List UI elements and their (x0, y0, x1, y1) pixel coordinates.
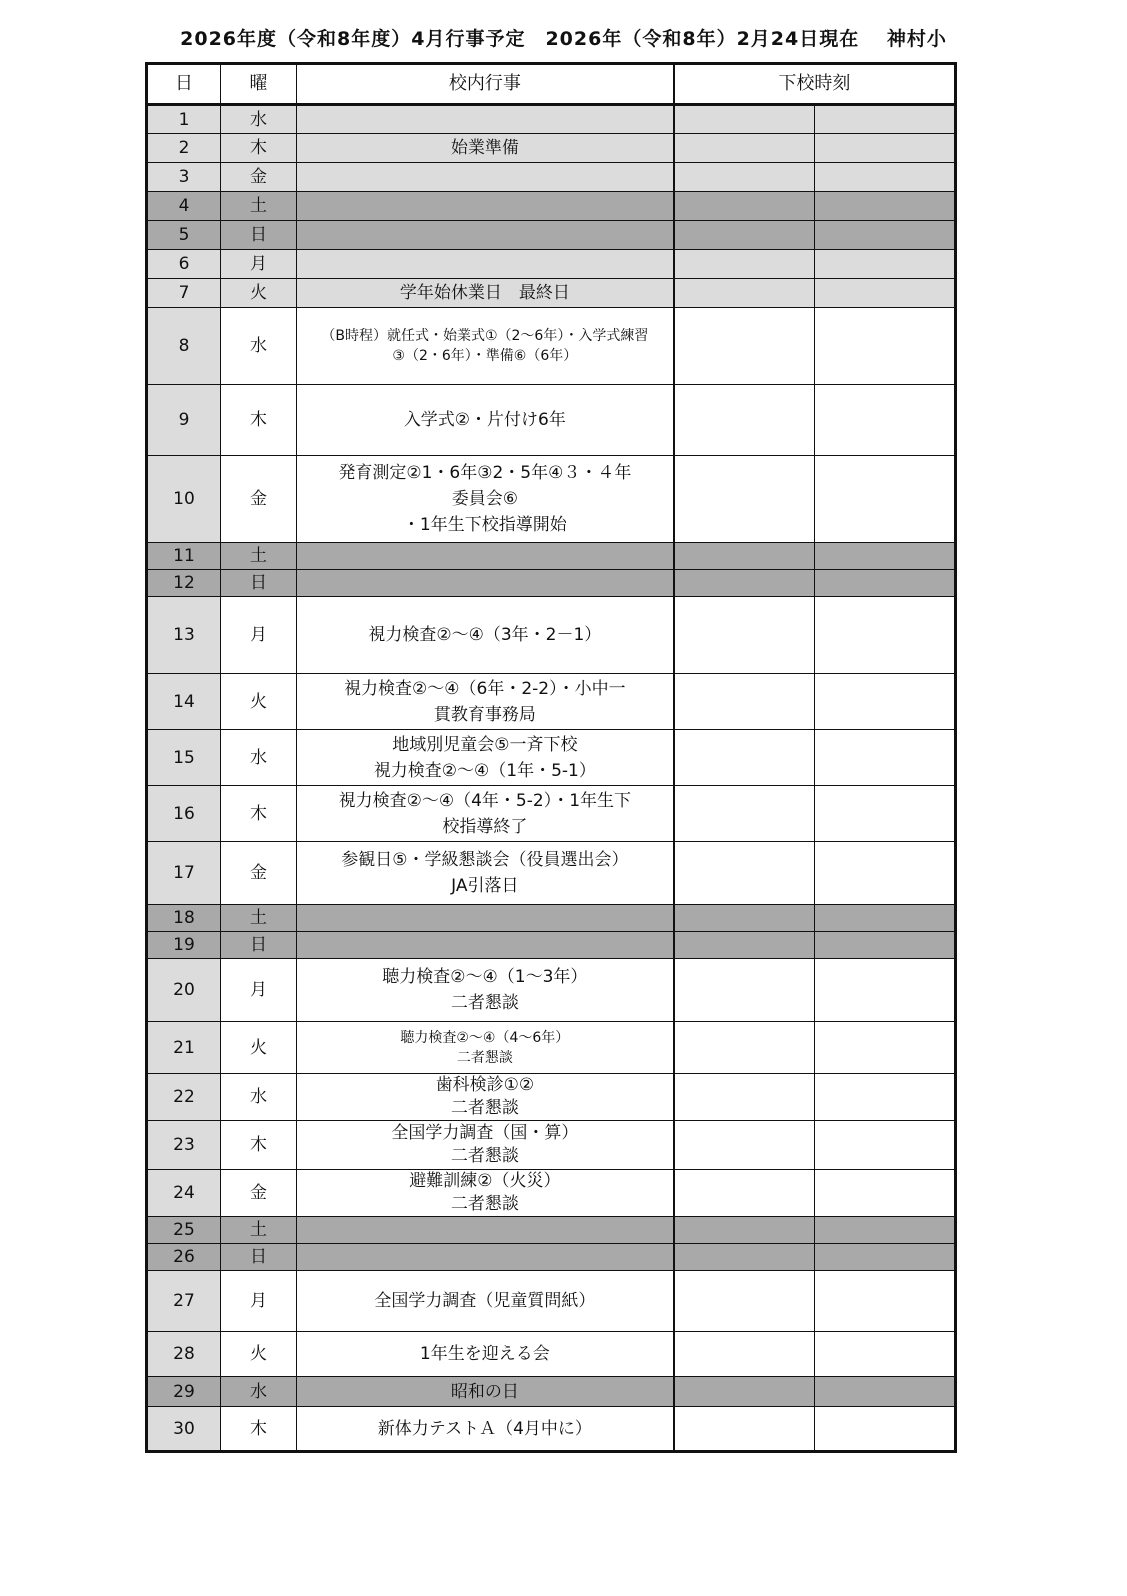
table-row (147, 163, 956, 192)
day-number-cell: 18 (147, 905, 221, 932)
weekday-cell: 火 (221, 1332, 297, 1377)
dismissal-time-cell-2 (815, 932, 956, 959)
dismissal-time-cell-2 (815, 570, 956, 597)
weekday-cell: 土 (221, 905, 297, 932)
table-row (147, 597, 956, 674)
weekday-cell: 木 (221, 1121, 297, 1170)
dismissal-time-cell-2 (815, 1074, 956, 1121)
dismissal-time-cell-1 (674, 1271, 815, 1332)
weekday-cell: 木 (221, 385, 297, 456)
weekday-cell: 木 (221, 786, 297, 842)
dismissal-time-cell-1 (674, 932, 815, 959)
weekday-cell: 土 (221, 192, 297, 221)
day-number-cell: 29 (147, 1377, 221, 1407)
weekday-cell: 月 (221, 250, 297, 279)
day-number-cell: 11 (147, 543, 221, 570)
event-cell (297, 163, 674, 192)
dismissal-time-cell-2 (815, 163, 956, 192)
table-header-row (147, 64, 956, 105)
day-number-cell: 5 (147, 221, 221, 250)
event-cell (297, 1244, 674, 1271)
table-row (147, 674, 956, 730)
dismissal-time-cell-1 (674, 279, 815, 308)
day-number-cell: 19 (147, 932, 221, 959)
day-number-cell: 12 (147, 570, 221, 597)
event-cell: 始業準備 (297, 134, 674, 163)
day-number-cell: 25 (147, 1217, 221, 1244)
dismissal-time-cell-2 (815, 105, 956, 134)
weekday-cell: 水 (221, 1074, 297, 1121)
table-row (147, 134, 956, 163)
day-number-cell: 16 (147, 786, 221, 842)
dismissal-time-cell-1 (674, 105, 815, 134)
event-cell: 視力検査②～④（6年・2-2）・小中一 貫教育事務局 (297, 674, 674, 730)
dismissal-time-cell-1 (674, 456, 815, 543)
dismissal-time-cell-1 (674, 905, 815, 932)
weekday-cell: 木 (221, 134, 297, 163)
dismissal-time-cell-2 (815, 905, 956, 932)
weekday-cell: 金 (221, 842, 297, 905)
dismissal-time-cell-2 (815, 1217, 956, 1244)
event-cell: 歯科検診①② 二者懇談 (297, 1074, 674, 1121)
dismissal-time-cell-1 (674, 959, 815, 1022)
dismissal-time-cell-2 (815, 250, 956, 279)
dismissal-time-cell-2 (815, 192, 956, 221)
col-header-day: 日 (147, 64, 221, 105)
day-number-cell: 27 (147, 1271, 221, 1332)
day-number-cell: 21 (147, 1022, 221, 1074)
day-number-cell: 15 (147, 730, 221, 786)
dismissal-time-cell-2 (815, 221, 956, 250)
day-number-cell: 23 (147, 1121, 221, 1170)
weekday-cell: 土 (221, 543, 297, 570)
table-row (147, 905, 956, 932)
april-schedule-table (145, 62, 957, 1453)
dismissal-time-cell-1 (674, 308, 815, 385)
weekday-cell: 月 (221, 959, 297, 1022)
dismissal-time-cell-2 (815, 1170, 956, 1217)
table-row (147, 1074, 956, 1121)
dismissal-time-cell-1 (674, 163, 815, 192)
weekday-cell: 火 (221, 1022, 297, 1074)
event-cell: 新体力テストＡ（4月中に） (297, 1407, 674, 1452)
dismissal-time-cell-1 (674, 597, 815, 674)
day-number-cell: 7 (147, 279, 221, 308)
dismissal-time-cell-2 (815, 456, 956, 543)
dismissal-time-cell-2 (815, 279, 956, 308)
day-number-cell: 6 (147, 250, 221, 279)
table-row (147, 1022, 956, 1074)
dismissal-time-cell-1 (674, 1170, 815, 1217)
dismissal-time-cell-2 (815, 597, 956, 674)
event-cell (297, 250, 674, 279)
event-cell: 全国学力調査（国・算） 二者懇談 (297, 1121, 674, 1170)
dismissal-time-cell-1 (674, 134, 815, 163)
dismissal-time-cell-1 (674, 570, 815, 597)
dismissal-time-cell-2 (815, 1121, 956, 1170)
event-cell: 入学式②・片付け6年 (297, 385, 674, 456)
day-number-cell: 1 (147, 105, 221, 134)
weekday-cell: 日 (221, 1244, 297, 1271)
dismissal-time-cell-1 (674, 1332, 815, 1377)
day-number-cell: 9 (147, 385, 221, 456)
dismissal-time-cell-1 (674, 543, 815, 570)
dismissal-time-cell-1 (674, 250, 815, 279)
table-row (147, 250, 956, 279)
table-row (147, 192, 956, 221)
event-cell: 学年始休業日 最終日 (297, 279, 674, 308)
dismissal-time-cell-1 (674, 1244, 815, 1271)
dismissal-time-cell-2 (815, 308, 956, 385)
day-number-cell: 22 (147, 1074, 221, 1121)
day-number-cell: 2 (147, 134, 221, 163)
weekday-cell: 月 (221, 597, 297, 674)
day-number-cell: 4 (147, 192, 221, 221)
table-row (147, 1407, 956, 1452)
event-cell (297, 105, 674, 134)
dismissal-time-cell-1 (674, 1217, 815, 1244)
event-cell (297, 543, 674, 570)
dismissal-time-cell-2 (815, 385, 956, 456)
table-row (147, 308, 956, 385)
event-cell: 聴力検査②～④（1～3年） 二者懇談 (297, 959, 674, 1022)
day-number-cell: 8 (147, 308, 221, 385)
event-cell: 1年生を迎える会 (297, 1332, 674, 1377)
weekday-cell: 水 (221, 105, 297, 134)
table-row (147, 1170, 956, 1217)
event-cell: 聴力検査②～④（4～6年） 二者懇談 (297, 1022, 674, 1074)
dismissal-time-cell-1 (674, 192, 815, 221)
weekday-cell: 金 (221, 1170, 297, 1217)
table-row (147, 385, 956, 456)
dismissal-time-cell-2 (815, 543, 956, 570)
page-title: 2026年度（令和8年度）4月行事予定 2026年（令和8年）2月24日現在 神村小 (180, 28, 947, 50)
event-cell: 地域別児童会⑤一斉下校 視力検査②～④（1年・5-1） (297, 730, 674, 786)
table-row (147, 786, 956, 842)
event-cell (297, 192, 674, 221)
weekday-cell: 日 (221, 932, 297, 959)
dismissal-time-cell-2 (815, 786, 956, 842)
table-row (147, 932, 956, 959)
event-cell (297, 570, 674, 597)
weekday-cell: 月 (221, 1271, 297, 1332)
dismissal-time-cell-1 (674, 730, 815, 786)
event-cell (297, 1217, 674, 1244)
table-row (147, 1271, 956, 1332)
dismissal-time-cell-2 (815, 1332, 956, 1377)
day-number-cell: 28 (147, 1332, 221, 1377)
table-row (147, 1217, 956, 1244)
table-row (147, 543, 956, 570)
dismissal-time-cell-2 (815, 1407, 956, 1452)
dismissal-time-cell-1 (674, 786, 815, 842)
day-number-cell: 13 (147, 597, 221, 674)
weekday-cell: 金 (221, 163, 297, 192)
col-header-dismissal: 下校時刻 (674, 64, 956, 105)
event-cell (297, 932, 674, 959)
event-cell: 昭和の日 (297, 1377, 674, 1407)
weekday-cell: 木 (221, 1407, 297, 1452)
dismissal-time-cell-2 (815, 730, 956, 786)
event-cell: 参観日⑤・学級懇談会（役員選出会） JA引落日 (297, 842, 674, 905)
dismissal-time-cell-1 (674, 385, 815, 456)
dismissal-time-cell-1 (674, 842, 815, 905)
table-row (147, 1121, 956, 1170)
dismissal-time-cell-1 (674, 1074, 815, 1121)
table-row (147, 105, 956, 134)
event-cell: 避難訓練②（火災） 二者懇談 (297, 1170, 674, 1217)
weekday-cell: 日 (221, 570, 297, 597)
col-header-weekday: 曜 (221, 64, 297, 105)
event-cell: 発育測定②1・6年③2・5年④３・４年 委員会⑥ ・1年生下校指導開始 (297, 456, 674, 543)
dismissal-time-cell-1 (674, 1407, 815, 1452)
dismissal-time-cell-1 (674, 1022, 815, 1074)
weekday-cell: 土 (221, 1217, 297, 1244)
dismissal-time-cell-2 (815, 1271, 956, 1332)
table-row (147, 570, 956, 597)
table-row (147, 279, 956, 308)
dismissal-time-cell-2 (815, 1377, 956, 1407)
day-number-cell: 26 (147, 1244, 221, 1271)
dismissal-time-cell-2 (815, 959, 956, 1022)
event-cell: 全国学力調査（児童質問紙） (297, 1271, 674, 1332)
dismissal-time-cell-2 (815, 134, 956, 163)
event-cell: 視力検査②～④（4年・5-2）・1年生下 校指導終了 (297, 786, 674, 842)
table-row (147, 221, 956, 250)
weekday-cell: 水 (221, 308, 297, 385)
day-number-cell: 30 (147, 1407, 221, 1452)
weekday-cell: 水 (221, 1377, 297, 1407)
day-number-cell: 17 (147, 842, 221, 905)
weekday-cell: 金 (221, 456, 297, 543)
table-row (147, 1332, 956, 1377)
table-row (147, 1244, 956, 1271)
event-cell (297, 905, 674, 932)
day-number-cell: 3 (147, 163, 221, 192)
event-cell: （B時程）就任式・始業式①（2～6年）・入学式練習 ③（2・6年）・準備⑥（6年） (297, 308, 674, 385)
day-number-cell: 24 (147, 1170, 221, 1217)
table-row (147, 842, 956, 905)
table-row (147, 1377, 956, 1407)
event-cell: 視力検査②～④（3年・2－1） (297, 597, 674, 674)
day-number-cell: 14 (147, 674, 221, 730)
dismissal-time-cell-2 (815, 842, 956, 905)
col-header-events: 校内行事 (297, 64, 674, 105)
dismissal-time-cell-1 (674, 1377, 815, 1407)
table-row (147, 456, 956, 543)
dismissal-time-cell-2 (815, 674, 956, 730)
weekday-cell: 水 (221, 730, 297, 786)
dismissal-time-cell-1 (674, 674, 815, 730)
day-number-cell: 20 (147, 959, 221, 1022)
dismissal-time-cell-2 (815, 1244, 956, 1271)
event-cell (297, 221, 674, 250)
dismissal-time-cell-2 (815, 1022, 956, 1074)
day-number-cell: 10 (147, 456, 221, 543)
weekday-cell: 火 (221, 674, 297, 730)
table-row (147, 959, 956, 1022)
table-row (147, 730, 956, 786)
dismissal-time-cell-1 (674, 1121, 815, 1170)
weekday-cell: 火 (221, 279, 297, 308)
dismissal-time-cell-1 (674, 221, 815, 250)
weekday-cell: 日 (221, 221, 297, 250)
